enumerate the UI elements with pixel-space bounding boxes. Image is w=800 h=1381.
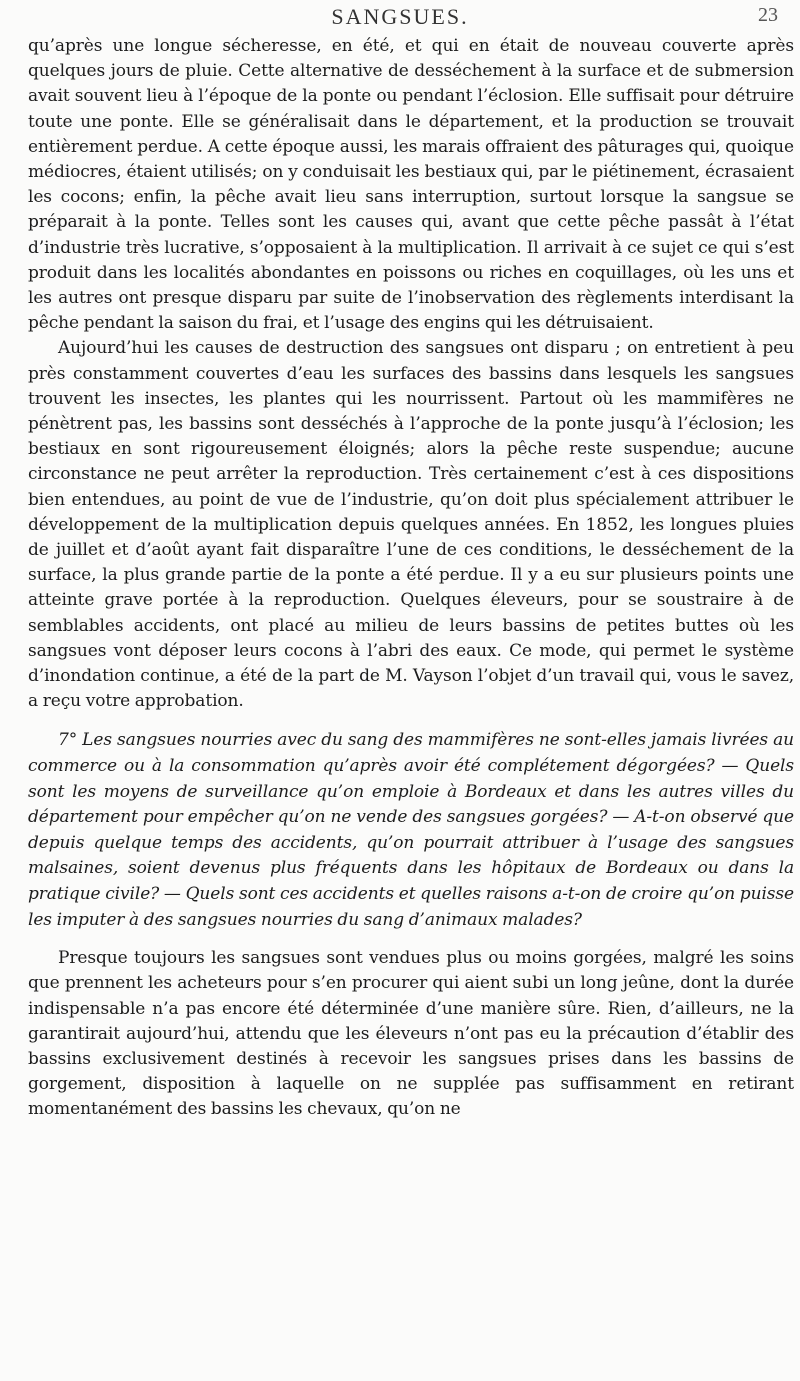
body-text <box>28 34 794 1123</box>
paragraph-1: qu’après une longue sécheresse, en été, et qui en était de nouveau couverte après quelques jours de pluie. Cette alternative de desséchement à la surface et de submersion avait souvent lieu à l’époque de la ponte ou pendant l’éclosion. Elle suffisait pour détruire toute une ponte. Elle se généralisait dans le département, et la production se trouvait entièrement perdue. A cette époque aussi, les marais offraient des pâturages qui, quoique médiocres, étaient utilisés; on y conduisait les bestiaux qui, par le piétinement, écrasaient les cocons; enfin, la pêche avait lieu sans interruption, surtout lorsque la sangsue se préparait à la ponte. Telles sont les causes qui, avant que cette pêche passât à l’état d’industrie très lucrative, s’opposaient à la multiplication. Il arrivait à ce sujet ce qui s’est produit dans les localités abondantes en poissons ou riches en coquillages, où les uns et les autres ont presque disparu par suite de l’inobservation des règlements interdisant la pêche pendant la saison du frai, et l’usage des engins qui les détruisaient. <box>28 36 794 334</box>
paragraph-2: Aujourd’hui les causes de destruction des sangsues ont disparu ; on entretient à peu près constamment couvertes d’eau les surfaces des bassins dans lesquels les sangsues trouvent les insectes, les plantes qui les nourrissent. Partout où les mammifères ne pénètrent pas, les bassins sont desséchés à l’approche de la ponte jusqu’à l’éclosion; les bestiaux en sont rigoureusement éloignés; alors la pêche reste suspendue; aucune circonstance ne peut arrêter la reproduction. Très certainement c’est à ces dispositions bien entendues, au point de vue de l’industrie, qu’on doit plus spécialement attribuer le développement de la multiplication depuis quelques années. En 1852, les longues pluies de juillet et d’août ayant fait disparaître l’une de ces conditions, le desséchement de la surface, la plus grande partie de la ponte a été perdue. Il y a eu sur plusieurs points une atteinte grave portée à la reproduction. Quelques éleveurs, pour se soustraire à de semblables accidents, ont placé au milieu de leurs bassins de petites buttes où les sangsues vont déposer leurs cocons à l’abri des eaux. Ce mode, qui permet le système d’inondation continue, a été de la part de M. Vayson l’objet d’un travail qui, vous le savez, a reçu votre approbation. <box>28 338 794 712</box>
question-7: 7° Les sangsues nourries avec du sang des mammifères ne sont-elles jamais livrées au commerce ou à la consommation qu’après avoir été complétement dégorgées? — Quels sont les moyens de surveillance qu’on emploie à Bordeaux et dans les autres villes du département pour empêcher qu’on ne vende des sangsues gorgées? — A-t-on observé que depuis quelque temps des accidents, qu’on pourrait attribuer à l’usage des sangsues malsaines, soient devenus plus fréquents dans les hôpitaux de Bordeaux ou dans la pratique civile? — Quels sont ces accidents et quelles raisons a-t-on de croire qu’on puisse les imputer à des sangsues nourries du sang d’animaux malades? <box>28 730 794 930</box>
paragraph-3: Presque toujours les sangsues sont vendues plus ou moins gorgées, malgré les soins que prennent les acheteurs pour s’en procurer qui aient subi un long jeûne, dont la durée indispensable n’a pas encore été déterminée d’une manière sûre. Rien, d’ailleurs, ne la garantirait aujourd’hui, attendu que les éleveurs n’ont pas eu la précaution d’établir des bassins exclusivement destinés à recevoir les sangsues prises dans les bassins de gorgement, disposition à laquelle on ne supplée pas suffisamment en retirant momentanément des bassins les chevaux, qu’on ne <box>28 948 794 1120</box>
page-number: 23 <box>758 4 778 26</box>
running-header <box>0 4 800 30</box>
running-title: SANGSUES. <box>331 4 469 29</box>
